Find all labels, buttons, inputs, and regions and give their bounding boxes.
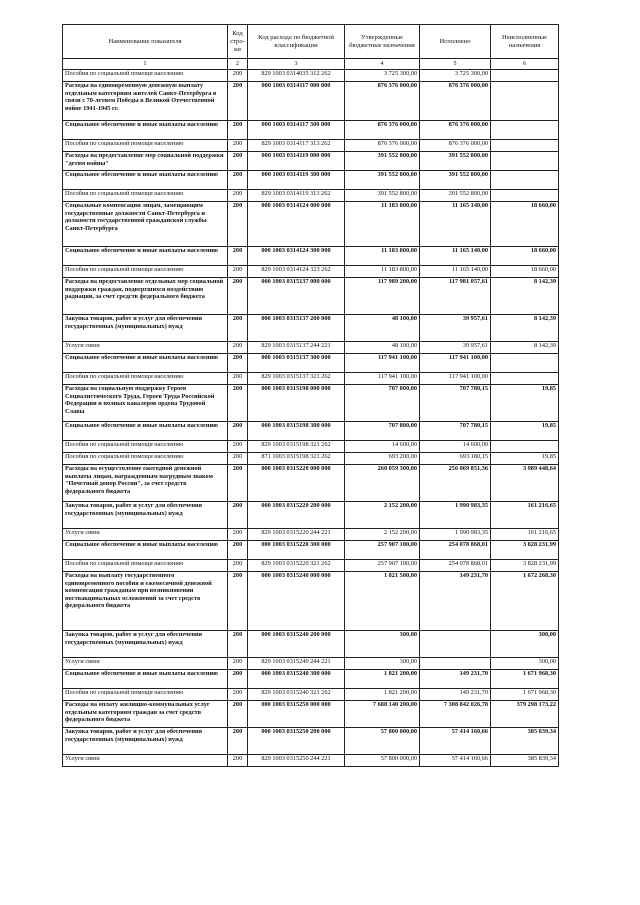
indicator-name-cell: Расходы на социальную поддержку Героев Социалистического Труда, Героев Труда Российской Федерации и полных кавалеров ордена Трудовой Славы (63, 385, 228, 422)
budget-code-cell: 829 1003 0314119 313 262 (248, 190, 345, 202)
unexecuted-amount-cell (491, 140, 559, 152)
approved-amount-cell: 48 100,00 (345, 342, 420, 354)
line-code-cell: 200 (228, 755, 248, 767)
budget-code-cell: 000 1003 0314117 300 000 (248, 121, 345, 140)
table-row (63, 560, 559, 572)
table-row (63, 278, 559, 315)
line-code-cell: 200 (228, 140, 248, 152)
approved-amount-cell: 3 725 300,00 (345, 70, 420, 82)
executed-amount-cell: 254 078 868,01 (420, 541, 491, 560)
col-number: 3 (248, 59, 345, 70)
line-code-cell: 200 (228, 541, 248, 560)
unexecuted-amount-cell: 19,85 (491, 453, 559, 465)
table-row (63, 140, 559, 152)
approved-amount-cell: 1 821 200,00 (345, 670, 420, 689)
executed-amount-cell: 117 941 100,00 (420, 354, 491, 373)
unexecuted-amount-cell: 300,00 (491, 631, 559, 658)
executed-amount-cell: 707 780,15 (420, 385, 491, 422)
executed-amount-cell: 39 957,61 (420, 342, 491, 354)
unexecuted-amount-cell: 161 216,65 (491, 529, 559, 541)
table-row (63, 701, 559, 728)
executed-amount-cell: 11 165 140,00 (420, 202, 491, 247)
executed-amount-cell (420, 658, 491, 670)
unexecuted-amount-cell: 8 142,39 (491, 342, 559, 354)
approved-amount-cell: 257 907 100,00 (345, 541, 420, 560)
unexecuted-amount-cell: 3 828 231,99 (491, 560, 559, 572)
executed-amount-cell: 707 780,15 (420, 422, 491, 441)
budget-code-cell: 000 1003 0314119 000 000 (248, 152, 345, 171)
indicator-name-cell: Расходы на осуществление ежегодной денежной выплаты лицам, награжденным нагрудным знаком "Почетный донор России", за счет средств федерального бюджета (63, 465, 228, 502)
col-header-executed: Исполнено (420, 25, 491, 59)
budget-code-cell: 000 1003 0315240 200 000 (248, 631, 345, 658)
indicator-name-cell: Закупка товаров, работ и услуг для обеспечения государственных (муниципальных) нужд (63, 728, 228, 755)
approved-amount-cell: 117 989 200,00 (345, 278, 420, 315)
executed-amount-cell: 256 069 851,36 (420, 465, 491, 502)
indicator-name-cell: Закупка товаров, работ и услуг для обеспечения государственных (муниципальных) нужд (63, 315, 228, 342)
executed-amount-cell: 876 376 000,00 (420, 140, 491, 152)
line-code-cell: 200 (228, 278, 248, 315)
unexecuted-amount-cell: 385 839,34 (491, 728, 559, 755)
col-header-name: Наименование показателя (63, 25, 228, 59)
line-code-cell: 200 (228, 502, 248, 529)
approved-amount-cell: 707 800,00 (345, 385, 420, 422)
indicator-name-cell: Пособия по социальной помощи населению (63, 373, 228, 385)
executed-amount-cell: 14 600,00 (420, 441, 491, 453)
unexecuted-amount-cell: 19,85 (491, 385, 559, 422)
table-row (63, 453, 559, 465)
line-code-cell: 200 (228, 658, 248, 670)
table-row (63, 385, 559, 422)
indicator-name-cell: Пособия по социальной помощи населению (63, 441, 228, 453)
approved-amount-cell: 876 376 000,00 (345, 121, 420, 140)
budget-code-cell: 000 1003 0315137 300 000 (248, 354, 345, 373)
col-header-approved: Утвержденные бюджетные назначения (345, 25, 420, 59)
executed-amount-cell: 11 165 140,00 (420, 266, 491, 278)
budget-code-cell: 871 1003 0315198 321 262 (248, 453, 345, 465)
approved-amount-cell: 1 821 200,00 (345, 689, 420, 701)
unexecuted-amount-cell: 19,85 (491, 422, 559, 441)
unexecuted-amount-cell: 300,00 (491, 658, 559, 670)
approved-amount-cell: 707 800,00 (345, 422, 420, 441)
line-code-cell: 200 (228, 670, 248, 689)
unexecuted-amount-cell (491, 152, 559, 171)
unexecuted-amount-cell: 379 298 173,22 (491, 701, 559, 728)
indicator-name-cell: Социальное обеспечение и иные выплаты населению (63, 422, 228, 441)
budget-code-cell: 000 1003 0315220 200 000 (248, 502, 345, 529)
col-number: 1 (63, 59, 228, 70)
budget-code-cell: 000 1003 0314119 300 000 (248, 171, 345, 190)
executed-amount-cell: 39 957,61 (420, 315, 491, 342)
executed-amount-cell: 149 231,70 (420, 670, 491, 689)
budget-code-cell: 000 1003 0315198 000 000 (248, 385, 345, 422)
col-number: 5 (420, 59, 491, 70)
budget-execution-table (62, 24, 559, 767)
approved-amount-cell: 693 200,00 (345, 453, 420, 465)
table-row (63, 373, 559, 385)
table-row (63, 541, 559, 560)
indicator-name-cell: Расходы на предоставление отдельных мер социальной поддержки граждан, подвергшихся воздействию радиации, за счет средств федерального бюджета (63, 278, 228, 315)
unexecuted-amount-cell (491, 171, 559, 190)
unexecuted-amount-cell: 161 216,65 (491, 502, 559, 529)
line-code-cell: 200 (228, 202, 248, 247)
col-header-line-code: Код стро-ки (228, 25, 248, 59)
budget-code-cell: 000 1003 0314124 300 000 (248, 247, 345, 266)
unexecuted-amount-cell (491, 121, 559, 140)
budget-code-cell: 000 1003 0315250 200 000 (248, 728, 345, 755)
line-code-cell: 200 (228, 689, 248, 701)
table-row (63, 190, 559, 202)
line-code-cell: 200 (228, 453, 248, 465)
budget-code-cell: 829 1003 0314124 323 262 (248, 266, 345, 278)
executed-amount-cell: 117 981 057,61 (420, 278, 491, 315)
line-code-cell: 200 (228, 529, 248, 541)
budget-code-cell: 000 1003 0314117 000 000 (248, 82, 345, 121)
indicator-name-cell: Расходы на единовременную денежную выплату отдельным категориям жителей Санкт-Петербурга в связи с 70-летием Победы в Великой Отечественной войне 1941-1945 гг. (63, 82, 228, 121)
unexecuted-amount-cell: 18 660,00 (491, 266, 559, 278)
indicator-name-cell: Расходы на предоставление мер социальной поддержки "детям войны" (63, 152, 228, 171)
header-row (63, 25, 559, 59)
unexecuted-amount-cell: 1 672 268,30 (491, 572, 559, 631)
budget-code-cell: 829 1003 0315240 321 262 (248, 689, 345, 701)
approved-amount-cell: 57 800 000,00 (345, 755, 420, 767)
budget-code-cell: 829 1003 0315137 244 221 (248, 342, 345, 354)
approved-amount-cell: 257 907 100,00 (345, 560, 420, 572)
table-row (63, 247, 559, 266)
unexecuted-amount-cell (491, 190, 559, 202)
table-row (63, 315, 559, 342)
executed-amount-cell: 57 414 160,66 (420, 755, 491, 767)
executed-amount-cell: 876 376 000,00 (420, 82, 491, 121)
approved-amount-cell: 117 941 100,00 (345, 373, 420, 385)
indicator-name-cell: Пособия по социальной помощи населению (63, 190, 228, 202)
approved-amount-cell: 2 152 200,00 (345, 529, 420, 541)
unexecuted-amount-cell: 3 989 448,64 (491, 465, 559, 502)
budget-code-cell: 829 1003 0314117 313 262 (248, 140, 345, 152)
table-row (63, 422, 559, 441)
indicator-name-cell: Расходы на выплату государственного единовременного пособия и ежемесячной денежной компенсации гражданам при возникновении поствакцинальных осложнений за счет средств федерального бюджета (63, 572, 228, 631)
approved-amount-cell: 300,00 (345, 658, 420, 670)
indicator-name-cell: Социальное обеспечение и иные выплаты населению (63, 541, 228, 560)
budget-code-cell: 000 1003 0315198 300 000 (248, 422, 345, 441)
table-row (63, 82, 559, 121)
executed-amount-cell: 149 231,70 (420, 689, 491, 701)
approved-amount-cell: 11 183 800,00 (345, 202, 420, 247)
unexecuted-amount-cell (491, 82, 559, 121)
line-code-cell: 200 (228, 422, 248, 441)
budget-code-cell: 000 1003 0315240 000 000 (248, 572, 345, 631)
unexecuted-amount-cell: 3 828 231,99 (491, 541, 559, 560)
table-row (63, 441, 559, 453)
line-code-cell: 200 (228, 373, 248, 385)
line-code-cell: 200 (228, 266, 248, 278)
line-code-cell: 200 (228, 152, 248, 171)
indicator-name-cell: Пособия по социальной помощи населению (63, 689, 228, 701)
approved-amount-cell: 876 376 000,00 (345, 140, 420, 152)
indicator-name-cell: Расходы на оплату жилищно-коммунальных услуг отдельным категориям граждан за счет средств федерального бюджета (63, 701, 228, 728)
budget-code-cell: 000 1003 0315240 300 000 (248, 670, 345, 689)
indicator-name-cell: Пособия по социальной помощи населению (63, 560, 228, 572)
table-row (63, 465, 559, 502)
approved-amount-cell: 57 800 000,00 (345, 728, 420, 755)
unexecuted-amount-cell (491, 441, 559, 453)
line-code-cell: 200 (228, 465, 248, 502)
unexecuted-amount-cell (491, 373, 559, 385)
indicator-name-cell: Пособия по социальной помощи населению (63, 453, 228, 465)
indicator-name-cell: Услуги связи (63, 658, 228, 670)
budget-code-cell: 829 1003 0315137 321 262 (248, 373, 345, 385)
line-code-cell: 200 (228, 385, 248, 422)
table-row (63, 152, 559, 171)
executed-amount-cell: 7 308 842 026,78 (420, 701, 491, 728)
approved-amount-cell: 117 941 100,00 (345, 354, 420, 373)
line-code-cell: 200 (228, 315, 248, 342)
line-code-cell: 200 (228, 441, 248, 453)
table-row (63, 202, 559, 247)
table-row (63, 266, 559, 278)
budget-code-cell: 829 1003 0315220 244 221 (248, 529, 345, 541)
table-row (63, 631, 559, 658)
col-number: 6 (491, 59, 559, 70)
line-code-cell: 200 (228, 190, 248, 202)
approved-amount-cell: 14 600,00 (345, 441, 420, 453)
executed-amount-cell: 254 078 868,01 (420, 560, 491, 572)
unexecuted-amount-cell: 1 671 968,30 (491, 670, 559, 689)
table-row (63, 354, 559, 373)
indicator-name-cell: Пособия по социальной помощи населению (63, 70, 228, 82)
executed-amount-cell: 693 180,15 (420, 453, 491, 465)
line-code-cell: 200 (228, 342, 248, 354)
budget-code-cell: 829 1003 0315220 321 262 (248, 560, 345, 572)
table-row (63, 342, 559, 354)
approved-amount-cell: 260 059 300,00 (345, 465, 420, 502)
indicator-name-cell: Услуги связи (63, 755, 228, 767)
executed-amount-cell: 11 165 140,00 (420, 247, 491, 266)
approved-amount-cell: 391 552 800,00 (345, 152, 420, 171)
approved-amount-cell: 2 152 200,00 (345, 502, 420, 529)
approved-amount-cell: 11 183 800,00 (345, 247, 420, 266)
indicator-name-cell: Социальное обеспечение и иные выплаты населению (63, 171, 228, 190)
line-code-cell: 200 (228, 701, 248, 728)
table-row (63, 670, 559, 689)
budget-code-cell: 829 1003 0315198 321 262 (248, 441, 345, 453)
indicator-name-cell: Закупка товаров, работ и услуг для обеспечения государственных (муниципальных) нужд (63, 502, 228, 529)
executed-amount-cell: 391 552 800,00 (420, 152, 491, 171)
executed-amount-cell: 3 725 300,00 (420, 70, 491, 82)
budget-code-cell: 829 1003 0315240 244 221 (248, 658, 345, 670)
executed-amount-cell: 149 231,70 (420, 572, 491, 631)
budget-code-cell: 829 1003 0315250 244 221 (248, 755, 345, 767)
approved-amount-cell: 48 100,00 (345, 315, 420, 342)
indicator-name-cell: Пособия по социальной помощи населению (63, 266, 228, 278)
approved-amount-cell: 1 821 500,00 (345, 572, 420, 631)
table-row (63, 529, 559, 541)
executed-amount-cell: 57 414 160,66 (420, 728, 491, 755)
approved-amount-cell: 11 183 800,00 (345, 266, 420, 278)
table-row (63, 121, 559, 140)
col-number: 2 (228, 59, 248, 70)
unexecuted-amount-cell: 385 839,34 (491, 755, 559, 767)
line-code-cell: 200 (228, 572, 248, 631)
indicator-name-cell: Пособия по социальной помощи населению (63, 140, 228, 152)
unexecuted-amount-cell: 8 142,39 (491, 278, 559, 315)
approved-amount-cell: 391 552 800,00 (345, 171, 420, 190)
line-code-cell: 200 (228, 70, 248, 82)
column-number-row (63, 59, 559, 70)
table-row (63, 502, 559, 529)
line-code-cell: 200 (228, 560, 248, 572)
indicator-name-cell: Социальное обеспечение и иные выплаты населению (63, 121, 228, 140)
table-row (63, 70, 559, 82)
approved-amount-cell: 7 688 140 200,00 (345, 701, 420, 728)
line-code-cell: 200 (228, 121, 248, 140)
table-row (63, 171, 559, 190)
budget-code-cell: 000 1003 0314124 000 000 (248, 202, 345, 247)
indicator-name-cell: Закупка товаров, работ и услуг для обеспечения государственных (муниципальных) нужд (63, 631, 228, 658)
table-row (63, 689, 559, 701)
budget-code-cell: 000 1003 0315250 000 000 (248, 701, 345, 728)
executed-amount-cell: 876 376 000,00 (420, 121, 491, 140)
table-row (63, 755, 559, 767)
line-code-cell: 200 (228, 247, 248, 266)
col-number: 4 (345, 59, 420, 70)
line-code-cell: 200 (228, 82, 248, 121)
executed-amount-cell: 391 552 800,00 (420, 171, 491, 190)
indicator-name-cell: Услуги связи (63, 342, 228, 354)
col-header-budget-code: Код расхода по бюджетной классификации (248, 25, 345, 59)
indicator-name-cell: Социальное обеспечение и иные выплаты населению (63, 354, 228, 373)
executed-amount-cell: 117 941 100,00 (420, 373, 491, 385)
budget-code-cell: 000 1003 0315137 000 000 (248, 278, 345, 315)
executed-amount-cell: 1 990 983,35 (420, 529, 491, 541)
table-row (63, 658, 559, 670)
col-header-unexecuted: Неисполненные назначения (491, 25, 559, 59)
executed-amount-cell: 391 552 800,00 (420, 190, 491, 202)
indicator-name-cell: Услуги связи (63, 529, 228, 541)
budget-code-cell: 000 1003 0315220 000 000 (248, 465, 345, 502)
indicator-name-cell: Социальное обеспечение и иные выплаты населению (63, 670, 228, 689)
approved-amount-cell: 391 552 800,00 (345, 190, 420, 202)
indicator-name-cell: Социальное обеспечение и иные выплаты населению (63, 247, 228, 266)
unexecuted-amount-cell (491, 354, 559, 373)
approved-amount-cell: 876 376 000,00 (345, 82, 420, 121)
unexecuted-amount-cell: 1 671 968,30 (491, 689, 559, 701)
table-row (63, 572, 559, 631)
unexecuted-amount-cell: 18 660,00 (491, 247, 559, 266)
unexecuted-amount-cell: 8 142,39 (491, 315, 559, 342)
unexecuted-amount-cell (491, 70, 559, 82)
approved-amount-cell: 300,00 (345, 631, 420, 658)
unexecuted-amount-cell: 18 660,00 (491, 202, 559, 247)
executed-amount-cell: 1 990 983,35 (420, 502, 491, 529)
line-code-cell: 200 (228, 171, 248, 190)
line-code-cell: 200 (228, 631, 248, 658)
executed-amount-cell (420, 631, 491, 658)
report-page (62, 24, 558, 767)
table-row (63, 728, 559, 755)
budget-code-cell: 000 1003 0315137 200 000 (248, 315, 345, 342)
line-code-cell: 200 (228, 354, 248, 373)
budget-code-cell: 829 1003 0314035 312 262 (248, 70, 345, 82)
indicator-name-cell: Социальные компенсации лицам, замещающим государственные должности Санкт-Петербурга и должности государственной гражданской службы Санкт-Петербурга (63, 202, 228, 247)
line-code-cell: 200 (228, 728, 248, 755)
budget-code-cell: 000 1003 0315220 300 000 (248, 541, 345, 560)
